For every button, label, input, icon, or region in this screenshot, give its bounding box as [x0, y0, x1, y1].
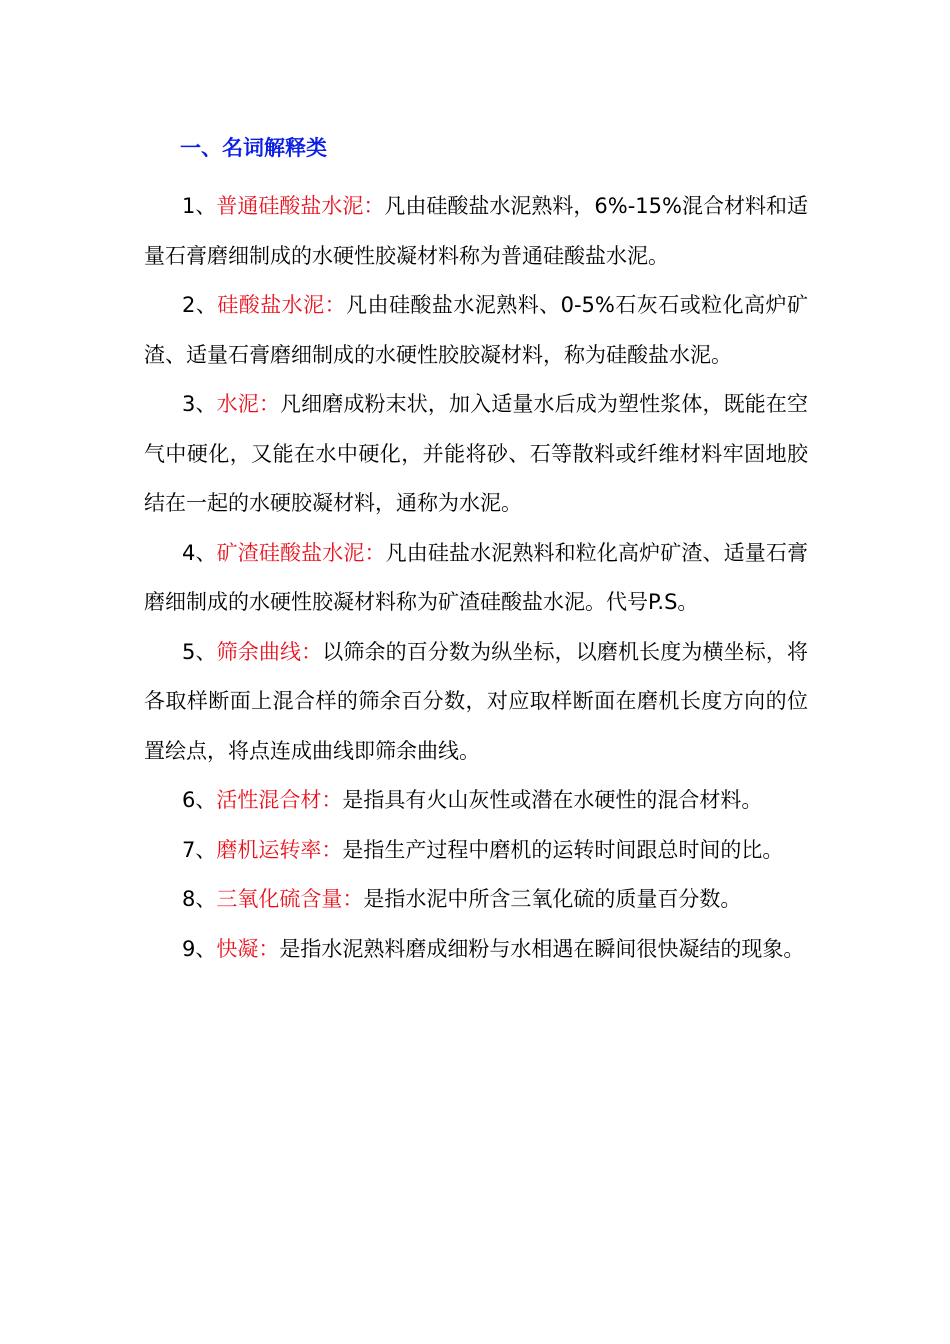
definition-item-9 [144, 925, 808, 975]
item-number: 9、 [182, 936, 217, 961]
item-definition: 是指具有火山灰性或潜在水硬性的混合材料。 [342, 788, 763, 812]
item-term: 快凝： [216, 936, 280, 961]
definition-item-4 [144, 529, 808, 628]
item-number: 5、 [182, 639, 217, 664]
item-term: 矿渣硅酸盐水泥： [216, 540, 386, 565]
item-number: 6、 [182, 788, 217, 812]
item-definition: 凡细磨成粉末状，加入适量水后成为塑性浆体，既能在空气中硬化，又能在水中硬化，并能将砂、石等散料或纤维材料牢固地胶结在一起的水硬胶凝材料，通称为水泥。 [144, 392, 808, 515]
item-number: 1、 [182, 194, 217, 218]
item-term: 筛余曲线： [216, 639, 323, 664]
definition-item-1 [144, 182, 808, 281]
item-number: 2、 [182, 293, 218, 317]
item-number: 3、 [182, 392, 217, 416]
item-term: 活性混合材： [216, 788, 343, 812]
definition-item-5 [144, 628, 808, 777]
definition-item-3 [144, 380, 808, 529]
item-term: 三氧化硫含量： [216, 887, 364, 911]
definition-item-8 [144, 875, 808, 925]
section-heading: 一、名词解释类 [180, 136, 327, 160]
item-definition: 是指生产过程中磨机的运转时间跟总时间的比。 [342, 837, 784, 862]
item-term: 磨机运转率： [216, 837, 343, 862]
item-definition: 以筛余的百分数为纵坐标，以磨机长度为横坐标，将各取样断面上混合样的筛余百分数，对应取样断面在磨机长度方向的位置绘点，将点连成曲线即筛余曲线。 [144, 639, 808, 763]
item-definition: 凡由硅盐水泥熟料和粒化高炉矿渣、适量石膏磨细制成的水硬性胶凝材料称为矿渣硅酸盐水泥。代号P.S。 [144, 540, 808, 614]
item-term: 硅酸盐水泥： [217, 293, 347, 317]
item-definition: 凡由硅酸盐水泥熟料，6%-15%混合材料和适量石膏磨细制成的水硬性胶凝材料称为普通硅酸盐水泥。 [144, 194, 808, 268]
item-number: 7、 [182, 837, 217, 862]
item-number: 8、 [182, 887, 217, 911]
definition-item-2 [144, 281, 808, 380]
item-definition: 凡由硅酸盐水泥熟料、0-5%石灰石或粒化高炉矿渣、适量石膏磨细制成的水硬性胶胶凝材料，称为硅酸盐水泥。 [144, 293, 808, 367]
definition-item-7 [144, 826, 808, 876]
item-term: 普通硅酸盐水泥： [216, 194, 385, 218]
item-definition: 是指水泥熟料磨成细粉与水相遇在瞬间很快凝结的现象。 [279, 936, 805, 961]
definition-item-6 [144, 776, 808, 826]
item-term: 水泥： [216, 392, 280, 416]
item-number: 4、 [182, 540, 217, 565]
document-content [144, 124, 808, 974]
item-definition: 是指水泥中所含三氧化硫的质量百分数。 [363, 887, 742, 911]
